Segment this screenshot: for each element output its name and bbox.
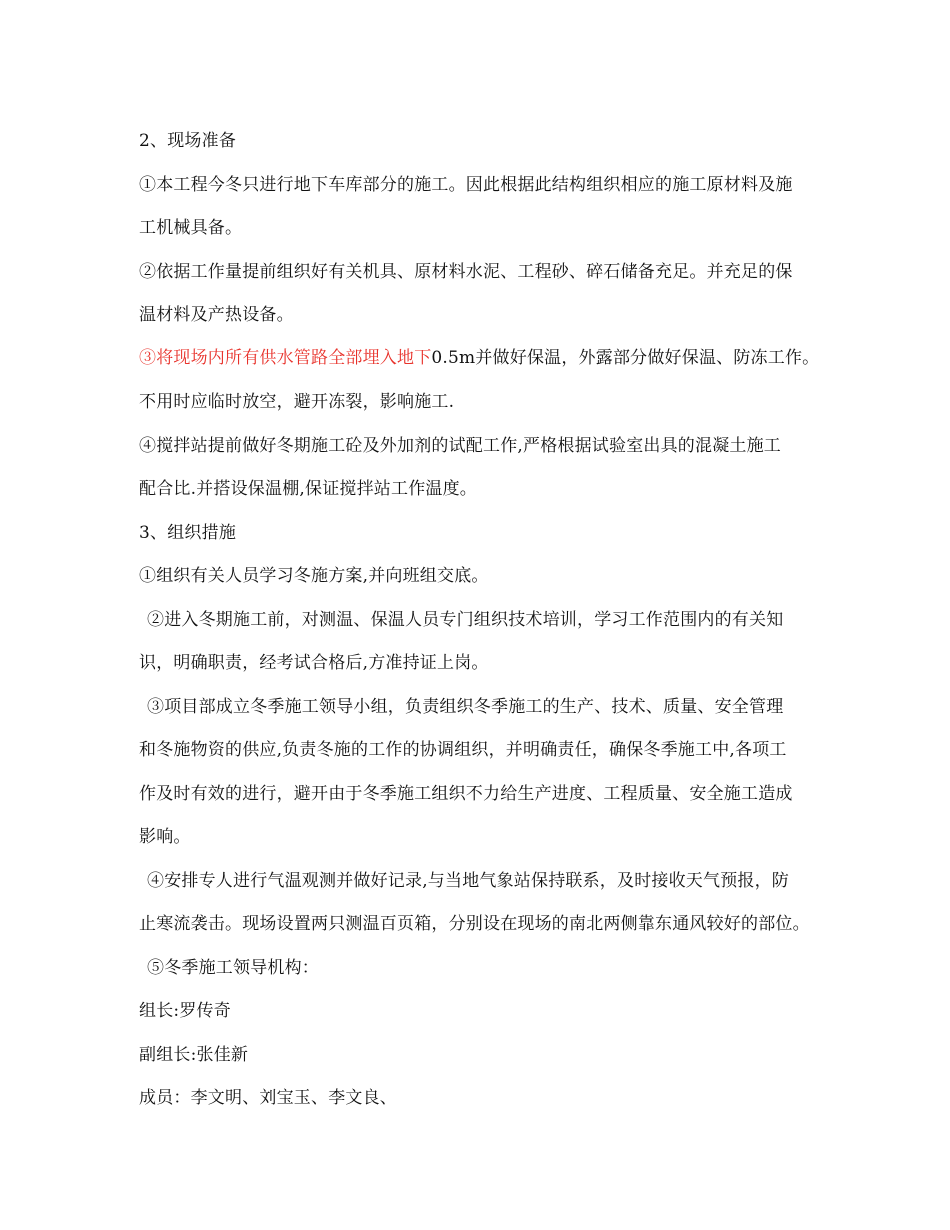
paragraph-line: 工机械具备。 (139, 218, 243, 238)
paragraph-line: ④搅拌站提前做好冬期施工砼及外加剂的试配工作,严格根据试验室出具的混凝土施工 (139, 436, 782, 456)
paragraph-line: ②依据工作量提前组织好有关机具、原材料水泥、工程砂、碎石储备充足。并充足的保 (139, 262, 793, 282)
paragraph-line: 和冬施物资的供应,负责冬施的工作的协调组织，并明确责任，确保冬季施工中,各项工 (139, 740, 787, 760)
members-line: 成员：李文明、刘宝玉、李文良、 (139, 1088, 397, 1108)
leader-line: 组长:罗传奇 (139, 1001, 231, 1021)
paragraph-line: 温材料及产热设备。 (139, 305, 294, 325)
paragraph-line: 影响。 (139, 827, 191, 847)
paragraph-line: 止寒流袭击。现场设置两只测温百页箱，分别设在现场的南北两侧靠东通风较好的部位。 (139, 914, 810, 934)
paragraph-line: 识，明确职责，经考试合格后,方准持证上岗。 (139, 653, 489, 673)
paragraph-line: ④安排专人进行气温观测并做好记录,与当地气象站保持联系，及时接收天气预报，防 (147, 871, 790, 891)
paragraph-line: ②进入冬期施工前，对测温、保温人员专门组织技术培训，学习工作范围内的有关知 (147, 610, 784, 630)
paragraph-line: ⑤冬季施工领导机构： (147, 958, 319, 978)
paragraph-line: ③项目部成立冬季施工领导小组，负责组织冬季施工的生产、技术、质量、安全管理 (147, 697, 784, 717)
paragraph-line: ①本工程今冬只进行地下车库部分的施工。因此根据此结构组织相应的施工原材料及施 (139, 175, 793, 195)
section-heading: 3、组织措施 (139, 523, 237, 543)
paragraph-line: ①组织有关人员学习冬施方案,并向班组交底。 (139, 566, 489, 586)
paragraph-text: 0.5m并做好保温，外露部分做好保温、防冻工作。 (431, 348, 820, 368)
vice-leader-line: 副组长:张佳新 (139, 1045, 249, 1065)
highlighted-text: ③将现场内所有供水管路全部埋入地下 (139, 348, 432, 368)
paragraph-line: 配合比.并搭设保温棚,保证搅拌站工作温度。 (139, 479, 478, 499)
section-heading: 2、现场准备 (139, 131, 237, 151)
paragraph-line (139, 348, 819, 368)
paragraph-line: 作及时有效的进行，避开由于冬季施工组织不力给生产进度、工程质量、安全施工造成 (139, 784, 793, 804)
paragraph-line: 不用时应临时放空，避开冻裂，影响施工. (139, 392, 455, 412)
